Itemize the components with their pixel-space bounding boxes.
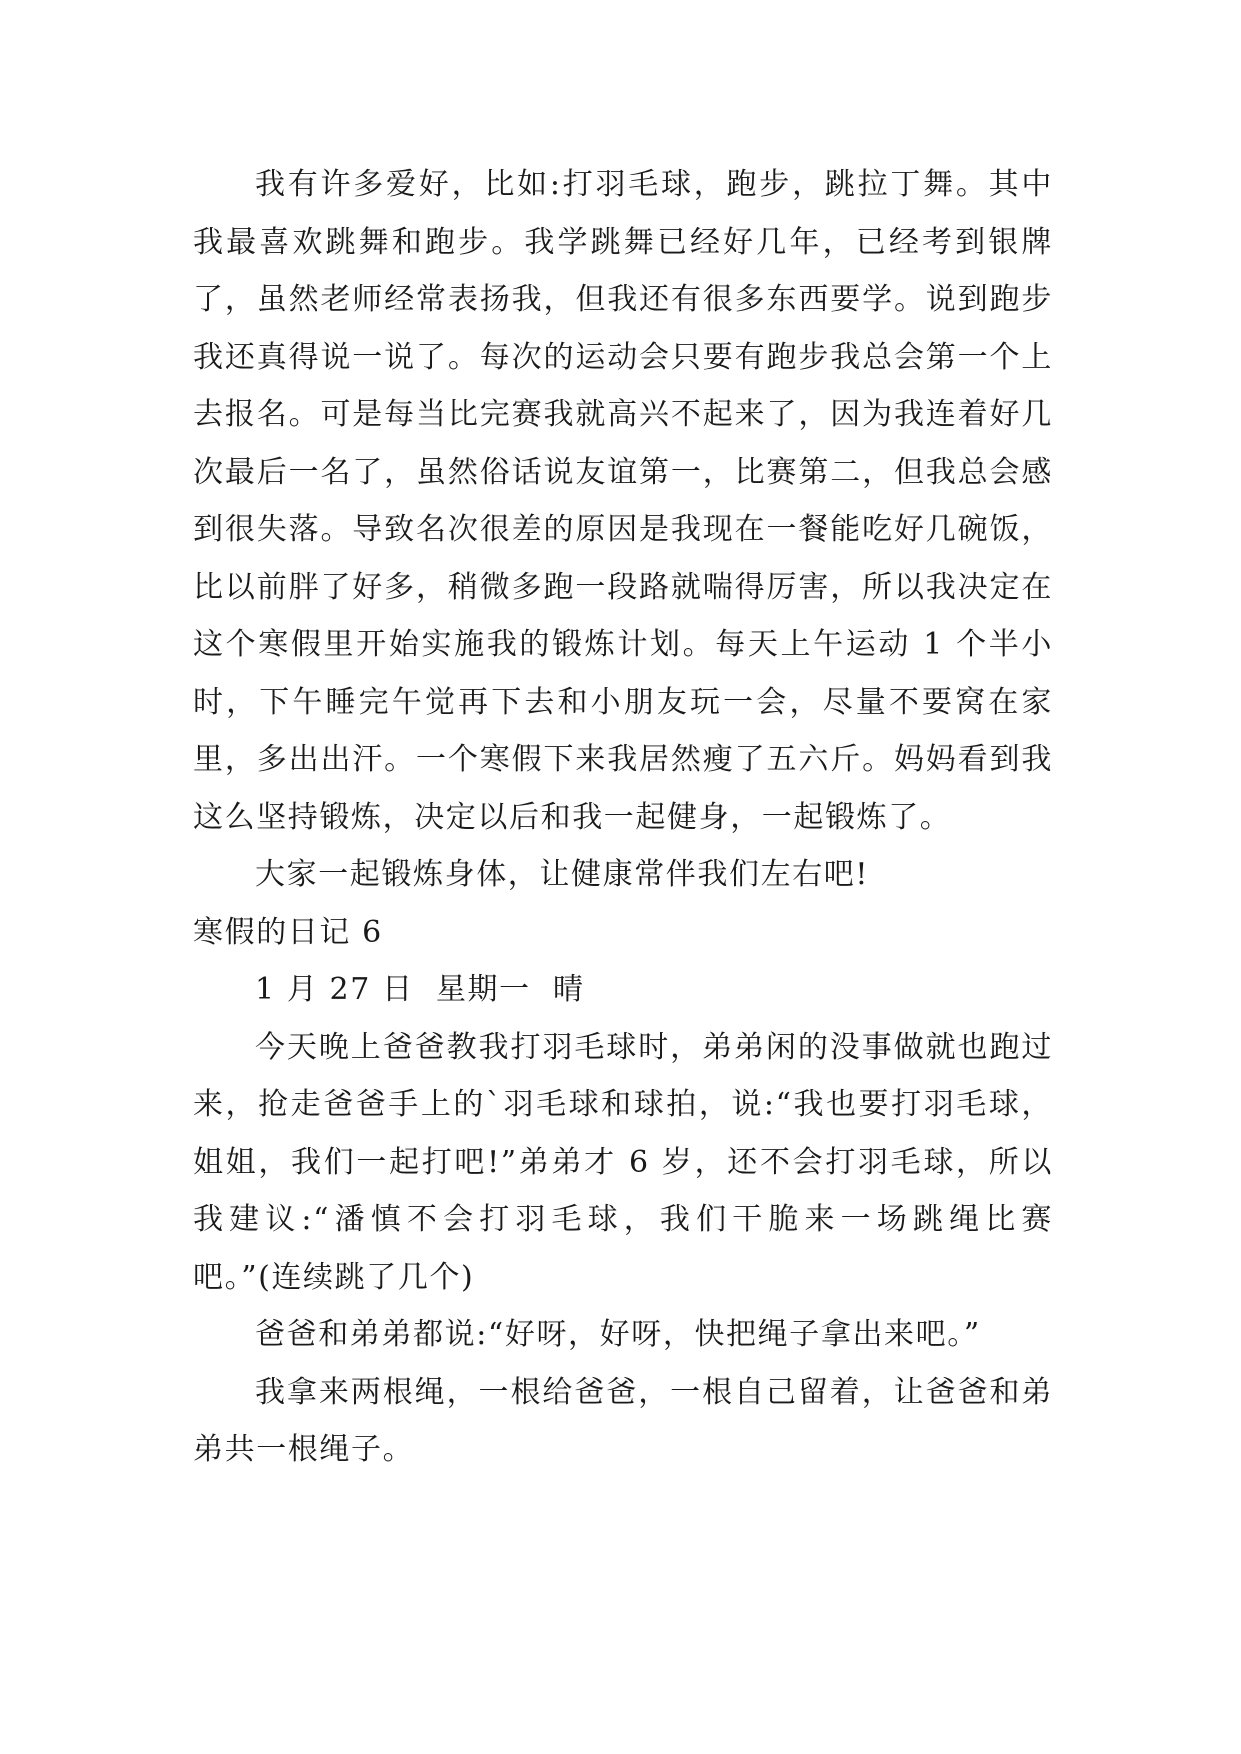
- section-title: 寒假的日记 6: [193, 914, 383, 950]
- paragraph-exercise-call: 大家一起锻炼身体，让健康常伴我们左右吧!: [255, 857, 870, 892]
- diary-date-line: 1 月 27 日 星期一 晴: [255, 972, 585, 1007]
- paragraph-hobbies: 我有许多爱好，比如:打羽毛球，跑步，跳拉丁舞。其中我最喜欢跳舞和跑步。我学跳舞已经好几年，已经考到银牌了，虽然老师经常表扬我，但我还有很多东西要学。说到跑步我还真得说一说了。每次的运动会只要有跑步我总会第一个上去报名。可是每当比完赛我就高兴不起来了，因为我连着好几次最后一名了，虽然俗话说友谊第一，比赛第二，但我总会感到很失落。导致名次很差的原因是我现在一餐能吃好几碗饭，比以前胖了好多，稍微多跑一段路就喘得厉害，所以我决定在这个寒假里开始实施我的锻炼计划。每天上午运动 1 个半小时，下午睡完午觉再下去和小朋友玩一会，尽量不要窝在家里，多出出汗。一个寒假下来我居然瘦了五六斤。妈妈看到我这么坚持锻炼，决定以后和我一起健身，一起锻炼了。: [193, 167, 1053, 835]
- paragraph-badminton: 今天晚上爸爸教我打羽毛球时，弟弟闲的没事做就也跑过来，抢走爸爸手上的`羽毛球和球拍，说:“我也要打羽毛球，姐姐，我们一起打吧!”弟弟才 6 岁，还不会打羽毛球，所以我建议:“潘慎不会打羽毛球，我们干脆来一场跳绳比赛吧。”(连续跳了几个): [193, 1029, 1053, 1295]
- document-body: [193, 156, 1053, 1479]
- paragraph-ropes: 我拿来两根绳，一根给爸爸，一根自己留着，让爸爸和弟弟共一根绳子。: [193, 1374, 1053, 1467]
- paragraph-dad-brother-reply: 爸爸和弟弟都说:“好呀，好呀，快把绳子拿出来吧。”: [255, 1317, 981, 1352]
